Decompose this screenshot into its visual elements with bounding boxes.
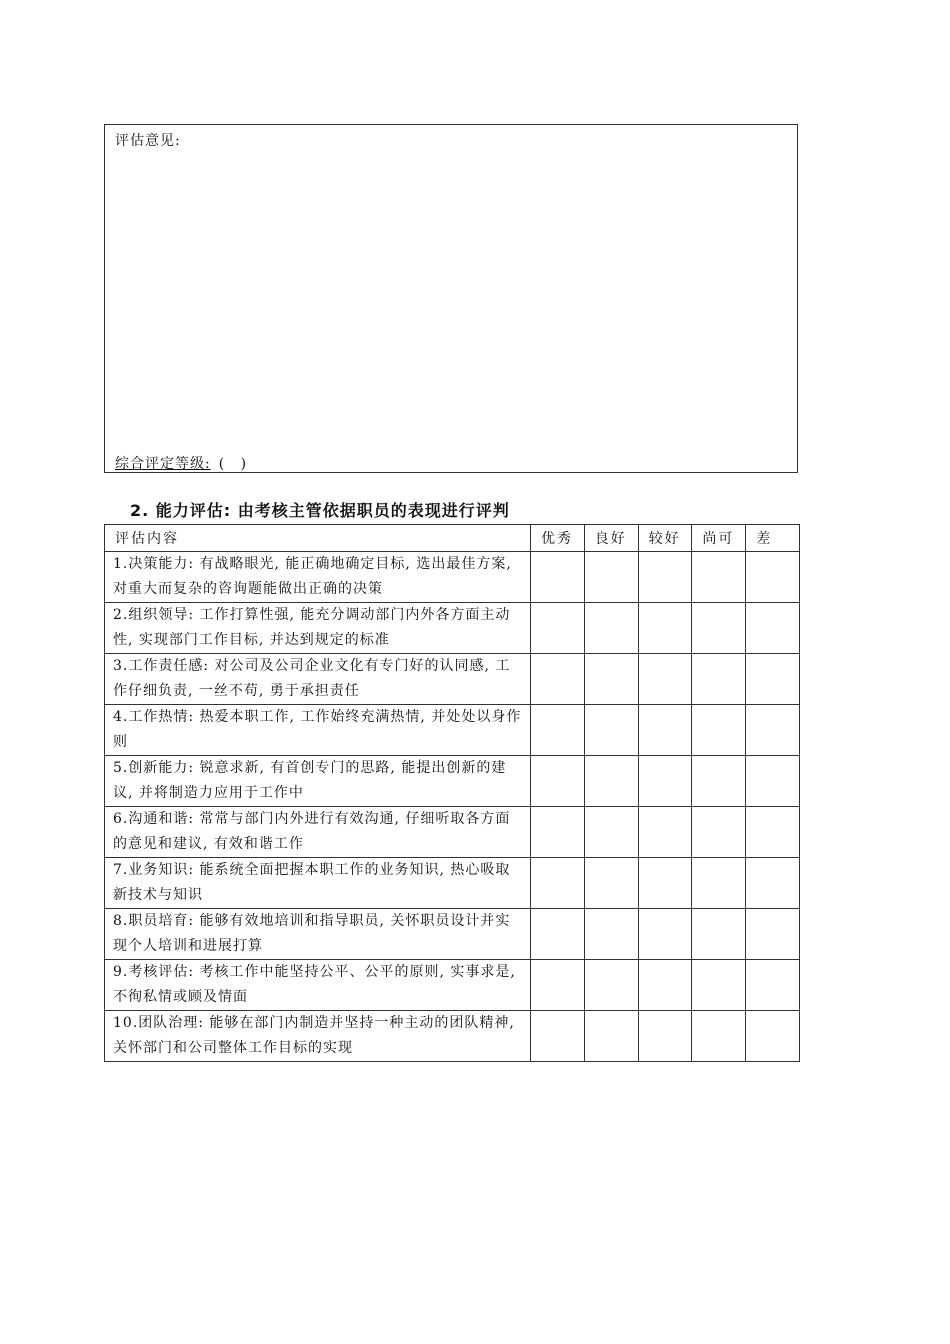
rating-cell-fairly-good[interactable] xyxy=(638,1011,692,1062)
rating-cell-acceptable[interactable] xyxy=(692,756,746,807)
rating-cell-excellent[interactable] xyxy=(531,654,585,705)
rating-cell-poor[interactable] xyxy=(746,705,800,756)
header-evaluation-content: 评估内容 xyxy=(105,525,531,552)
rating-cell-good[interactable] xyxy=(584,603,638,654)
rating-cell-poor[interactable] xyxy=(746,858,800,909)
rating-cell-good[interactable] xyxy=(584,552,638,603)
table-row xyxy=(105,705,800,756)
rating-cell-acceptable[interactable] xyxy=(692,807,746,858)
rating-cell-excellent[interactable] xyxy=(531,858,585,909)
evaluation-opinion-label: 评估意见: xyxy=(115,133,181,149)
table-row xyxy=(105,654,800,705)
rating-cell-fairly-good[interactable] xyxy=(638,858,692,909)
rating-cell-acceptable[interactable] xyxy=(692,1011,746,1062)
rating-cell-acceptable[interactable] xyxy=(692,909,746,960)
overall-grade-field[interactable]: ( ) xyxy=(218,456,248,472)
evaluation-opinion-box[interactable] xyxy=(104,124,798,473)
criterion-text: 8.职员培育: 能够有效地培训和指导职员, 关怀职员设计并实现个人培训和进展打算 xyxy=(105,909,531,960)
table-row xyxy=(105,552,800,603)
header-row xyxy=(105,525,800,552)
header-acceptable: 尚可 xyxy=(692,525,746,552)
table-row xyxy=(105,909,800,960)
rating-cell-acceptable[interactable] xyxy=(692,552,746,603)
table-row xyxy=(105,960,800,1011)
table-row xyxy=(105,756,800,807)
criterion-text: 5.创新能力: 锐意求新, 有首创专门的思路, 能提出创新的建议, 并将制造力应用于工作中 xyxy=(105,756,531,807)
header-poor: 差 xyxy=(746,525,800,552)
header-excellent: 优秀 xyxy=(531,525,585,552)
rating-cell-acceptable[interactable] xyxy=(692,960,746,1011)
rating-cell-fairly-good[interactable] xyxy=(638,960,692,1011)
rating-cell-poor[interactable] xyxy=(746,654,800,705)
rating-cell-fairly-good[interactable] xyxy=(638,909,692,960)
rating-cell-excellent[interactable] xyxy=(531,960,585,1011)
criterion-text: 7.业务知识: 能系统全面把握本职工作的业务知识, 热心吸取新技术与知识 xyxy=(105,858,531,909)
rating-cell-good[interactable] xyxy=(584,807,638,858)
rating-cell-fairly-good[interactable] xyxy=(638,603,692,654)
table-row xyxy=(105,603,800,654)
ability-evaluation-table xyxy=(104,524,800,1062)
section-title: 2. 能力评估: 由考核主管依据职员的表现进行评判 xyxy=(130,501,510,520)
rating-cell-fairly-good[interactable] xyxy=(638,807,692,858)
rating-cell-fairly-good[interactable] xyxy=(638,756,692,807)
header-good: 良好 xyxy=(584,525,638,552)
table-row xyxy=(105,1011,800,1062)
rating-cell-excellent[interactable] xyxy=(531,1011,585,1062)
rating-cell-fairly-good[interactable] xyxy=(638,654,692,705)
table-row xyxy=(105,807,800,858)
rating-cell-poor[interactable] xyxy=(746,960,800,1011)
criterion-text: 9.考核评估: 考核工作中能坚持公平、公平的原则, 实事求是, 不徇私情或顾及情面 xyxy=(105,960,531,1011)
rating-cell-poor[interactable] xyxy=(746,1011,800,1062)
rating-cell-good[interactable] xyxy=(584,909,638,960)
criterion-text: 1.决策能力: 有战略眼光, 能正确地确定目标, 选出最佳方案, 对重大而复杂的咨询题能做出正确的决策 xyxy=(105,552,531,603)
table-row xyxy=(105,858,800,909)
rating-cell-good[interactable] xyxy=(584,756,638,807)
rating-cell-good[interactable] xyxy=(584,654,638,705)
criterion-text: 10.团队治理: 能够在部门内制造并坚持一种主动的团队精神, 关怀部门和公司整体工作目标的实现 xyxy=(105,1011,531,1062)
rating-cell-excellent[interactable] xyxy=(531,756,585,807)
rating-cell-good[interactable] xyxy=(584,858,638,909)
rating-cell-excellent[interactable] xyxy=(531,909,585,960)
criterion-text: 4.工作热情: 热爱本职工作, 工作始终充满热情, 并处处以身作则 xyxy=(105,705,531,756)
rating-cell-acceptable[interactable] xyxy=(692,654,746,705)
overall-grade-line xyxy=(115,453,247,473)
rating-cell-poor[interactable] xyxy=(746,756,800,807)
rating-cell-fairly-good[interactable] xyxy=(638,552,692,603)
rating-cell-fairly-good[interactable] xyxy=(638,705,692,756)
rating-cell-good[interactable] xyxy=(584,960,638,1011)
criterion-text: 6.沟通和谐: 常常与部门内外进行有效沟通, 仔细听取各方面的意见和建议, 有效和谐工作 xyxy=(105,807,531,858)
overall-grade-label: 综合评定等级: xyxy=(115,456,211,472)
rating-cell-excellent[interactable] xyxy=(531,603,585,654)
rating-cell-excellent[interactable] xyxy=(531,705,585,756)
rating-cell-acceptable[interactable] xyxy=(692,858,746,909)
rating-cell-poor[interactable] xyxy=(746,552,800,603)
rating-cell-good[interactable] xyxy=(584,1011,638,1062)
rating-cell-acceptable[interactable] xyxy=(692,603,746,654)
rating-cell-excellent[interactable] xyxy=(531,807,585,858)
rating-cell-poor[interactable] xyxy=(746,807,800,858)
rating-cell-acceptable[interactable] xyxy=(692,705,746,756)
rating-cell-excellent[interactable] xyxy=(531,552,585,603)
criterion-text: 2.组织领导: 工作打算性强, 能充分调动部门内外各方面主动性, 实现部门工作目标, 并达到规定的标准 xyxy=(105,603,531,654)
rating-cell-poor[interactable] xyxy=(746,603,800,654)
rating-cell-good[interactable] xyxy=(584,705,638,756)
rating-cell-poor[interactable] xyxy=(746,909,800,960)
criterion-text: 3.工作责任感: 对公司及公司企业文化有专门好的认同感, 工作仔细负责, 一丝不苟, 勇于承担责任 xyxy=(105,654,531,705)
header-fairly-good: 较好 xyxy=(638,525,692,552)
